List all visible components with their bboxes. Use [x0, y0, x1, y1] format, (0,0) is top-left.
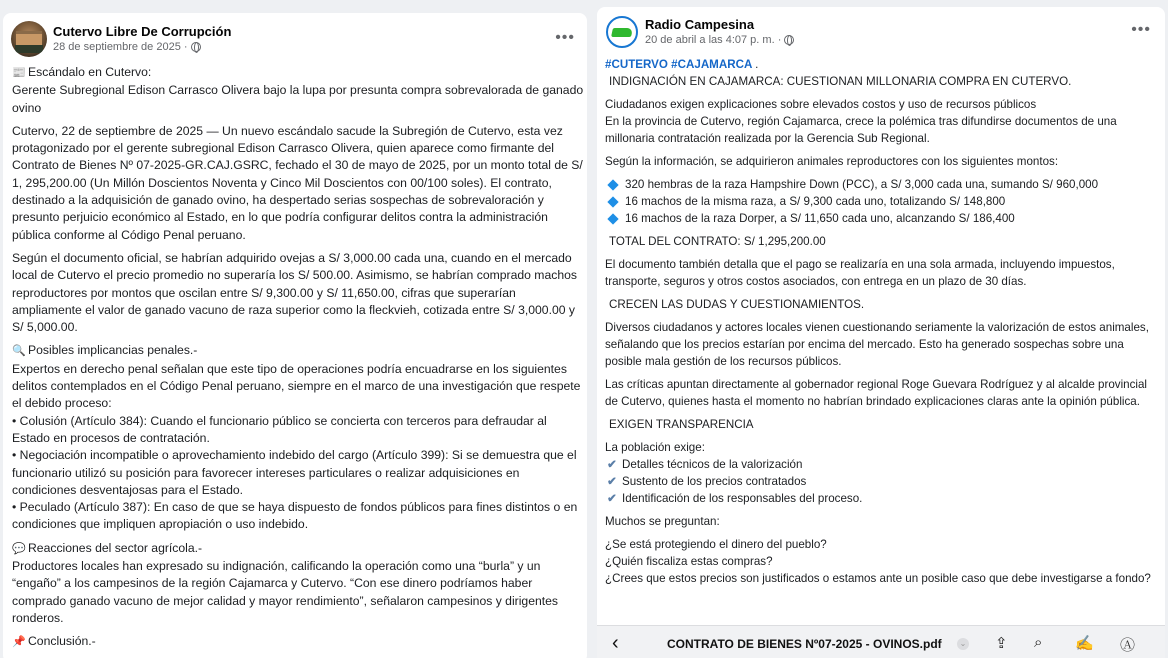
intro-line2: En la provincia de Cutervo, región Cajamarca, crece la polémica tras difundirse documentos de una millonaria contratación realizada por la Gerencia Sub Regional.	[605, 115, 1117, 145]
search-icon[interactable]: ⌕	[1034, 634, 1043, 651]
markup-icon[interactable]: Ⓐ	[1120, 637, 1136, 654]
demand-text: Sustento de los precios contratados	[622, 475, 807, 488]
doubts-text: Diversos ciudadanos y actores locales vienen cuestionando seriamente la valorización de estos animales, señalando que los precios estarían por encima del mercado. Esto ha generado sospechas sobre una posible mala gestión de los recursos públicos.	[605, 321, 1149, 368]
amount-item	[605, 176, 1161, 193]
check-icon: ✔	[607, 492, 617, 505]
pdf-toolbar	[597, 625, 1165, 658]
post-header	[3, 13, 587, 53]
more-options-button[interactable]: •••	[555, 29, 575, 46]
share-icon[interactable]: ⇪	[995, 635, 1008, 652]
speech-bubble-icon: 💬	[12, 542, 26, 555]
paragraph-intro: Cutervo, 22 de septiembre de 2025 — Un nuevo escándalo sacude la Subregión de Cutervo, esta vez protagonizado por el gerente subregional Edison Carrasco Olivera, quien aparece como firmante del Contrato de Bienes Nº 07-2025-GR.CAJ.GSRC, fechado el 30 de mayo de 2025, por un monto total de S/ 1, 295,200.00 (Un Millón Doscientos Noventa y Cinco Mil Doscientos con 00/100 soles). El contrato, destinado a la adquisición de ganado ovino, ha despertado serias sospechas de sobrevaloración y presunto perjuicio económico al Estado, en lo que podría configurar delitos contra la administración pública conforme al Código Penal peruano.	[12, 123, 583, 242]
hashtag-cutervo[interactable]: #CUTERVO	[605, 58, 668, 71]
contract-total: TOTAL DEL CONTRATO: S/ 1,295,200.00	[609, 235, 826, 248]
demand-item	[605, 490, 1161, 507]
post-date[interactable]: 28 de septiembre de 2025 ·	[53, 41, 188, 53]
amount-text: 16 machos de la raza Dorper, a S/ 11,650 cada uno, alcanzando S/ 186,400	[625, 212, 1015, 225]
left-post-card	[3, 13, 587, 658]
bullet-negociacion: • Negociación incompatible o aprovechamiento indebido del cargo (Artículo 399): Si se demuestra que el funcionario utilizó su posición para favorecer intereses particulares o realizar adquisiciones en condiciones desventajosas para el Estado.	[12, 448, 577, 497]
demand-item	[605, 456, 1161, 473]
post-author[interactable]: Cutervo Libre De Corrupción	[53, 24, 232, 39]
diamond-icon	[607, 196, 618, 207]
amount-item	[605, 193, 1161, 210]
newspaper-icon: 📰	[12, 67, 26, 79]
chevron-down-icon[interactable]: ⌄	[957, 638, 969, 650]
signature-icon[interactable]: ✍	[1075, 635, 1094, 652]
check-icon: ✔	[607, 458, 617, 471]
back-chevron-icon[interactable]: ‹	[612, 632, 619, 654]
amount-item	[605, 210, 1161, 227]
section-title-conclusion: Conclusión.-	[28, 634, 96, 649]
section-penal-intro: Expertos en derecho penal señalan que este tipo de operaciones podría encuadrarse en los siguientes delitos contemplados en el Código Penal peruano, siempre en el marco de una investigación que respete el debido proceso:	[12, 361, 581, 411]
hashtag-cajamarca[interactable]: #CAJAMARCA	[671, 58, 752, 71]
section-reacciones-text: Productores locales han expresado su indignación, calificando la operación como una “burla” y un “engaño” a los campesinos de la región Cajamarca y Cutervo. “Con ese dinero podríamos haber comprado ganado vacuno de mejor calidad y mayor rendimiento”, señalaron campesinos y dirigentes ronderos.	[12, 559, 559, 625]
page-avatar[interactable]	[606, 16, 638, 48]
post-title-line2: Gerente Subregional Edison Carrasco Olivera bajo la lupa por presunta compra sobrevalorada de ganado ovino	[12, 83, 584, 115]
question-item: ¿Se está protegiendo el dinero del pueblo?	[605, 538, 827, 551]
post-meta	[645, 34, 794, 46]
post-body	[605, 56, 1161, 593]
page-avatar[interactable]	[11, 21, 47, 57]
post-author[interactable]: Radio Campesina	[645, 17, 755, 32]
question-item: ¿Crees que estos precios son justificados o estamos ante un posible caso que debe investigarse a fondo?	[605, 572, 1151, 585]
questions-intro: Muchos se preguntan:	[605, 515, 720, 528]
paragraph-prices: Según el documento oficial, se habrían adquirido ovejas a S/ 3,000.00 cada una, cuando en el mercado local de Cutervo el precio promedio no superaría los S/ 500.00. Asimismo, se habrían comprado machos reproductores por montos que oscilan entre S/ 9,300.00 y S/ 11,650.00, cifras que superarían ampliamente el valor de ganado vacuno de raza superior como la fleckvieh, cotizada entre S/ 3,000.00 y S/ 5,000.00.	[12, 250, 577, 335]
post-header	[597, 7, 1165, 47]
headline: INDIGNACIÓN EN CAJAMARCA: CUESTIONAN MILLONARIA COMPRA EN CUTERVO.	[609, 75, 1072, 88]
amount-text: 320 hembras de la raza Hampshire Down (PCC), a S/ 3,000 cada una, sumando S/ 960,000	[625, 178, 1099, 191]
magnifier-icon: 🔍	[12, 345, 26, 358]
demand-item	[605, 473, 1161, 490]
globe-icon	[784, 35, 794, 45]
pushpin-icon: 📌	[12, 636, 26, 649]
right-post-card	[597, 7, 1165, 658]
post-date[interactable]: 20 de abril a las 4:07 p. m. ·	[645, 34, 782, 46]
bullet-colusion: • Colusión (Artículo 384): Cuando el funcionario público se concierta con terceros para defraudar al Estado en procesos de contratación.	[12, 413, 547, 445]
question-item: ¿Quién fiscaliza estas compras?	[605, 555, 773, 568]
criticism-text: Las críticas apuntan directamente al gobernador regional Roge Guevara Rodríguez y al alcalde provincial de Cutervo, quienes hasta el momento no habrían brindado explicaciones claras ante la opinión pública.	[605, 378, 1148, 408]
post-meta	[53, 41, 201, 53]
diamond-icon	[607, 179, 618, 190]
more-options-button[interactable]: •••	[1131, 21, 1151, 38]
post-title-line1: Escándalo en Cutervo:	[28, 65, 152, 79]
bullet-peculado: • Peculado (Artículo 387): En caso de que se haya dispuesto de fondos públicos para fines distintos o en condiciones que impliquen apropiación o uso indebido.	[12, 500, 578, 532]
diamond-icon	[607, 213, 618, 224]
doubts-title: CRECEN LAS DUDAS Y CUESTIONAMIENTOS.	[609, 298, 865, 311]
pdf-filename[interactable]: CONTRATO DE BIENES Nº07-2025 - OVINOS.pdf	[667, 637, 942, 651]
info-intro: Según la información, se adquirieron animales reproductores con los siguientes montos:	[605, 155, 1059, 168]
demand-text: Identificación de los responsables del proceso.	[622, 492, 863, 505]
demands-intro: La población exige:	[605, 441, 705, 454]
globe-icon	[191, 42, 201, 52]
section-title-reacciones: Reacciones del sector agrícola.-	[28, 540, 203, 555]
post-body	[12, 64, 584, 658]
check-icon: ✔	[607, 475, 617, 488]
transparency-title: EXIGEN TRANSPARENCIA	[609, 418, 754, 431]
hashtag-dot: .	[755, 58, 759, 71]
demand-text: Detalles técnicos de la valorización	[622, 458, 803, 471]
amount-text: 16 machos de la misma raza, a S/ 9,300 cada uno, totalizando S/ 148,800	[625, 195, 1006, 208]
payment-details: El documento también detalla que el pago se realizaría en una sola armada, incluyendo impuestos, transporte, seguros y otros costos asociados, con entrega en un plazo de 30 días.	[605, 258, 1115, 288]
intro-line1: Ciudadanos exigen explicaciones sobre elevados costos y uso de recursos públicos	[605, 98, 1037, 111]
section-title-penal: Posibles implicancias penales.-	[28, 343, 198, 358]
